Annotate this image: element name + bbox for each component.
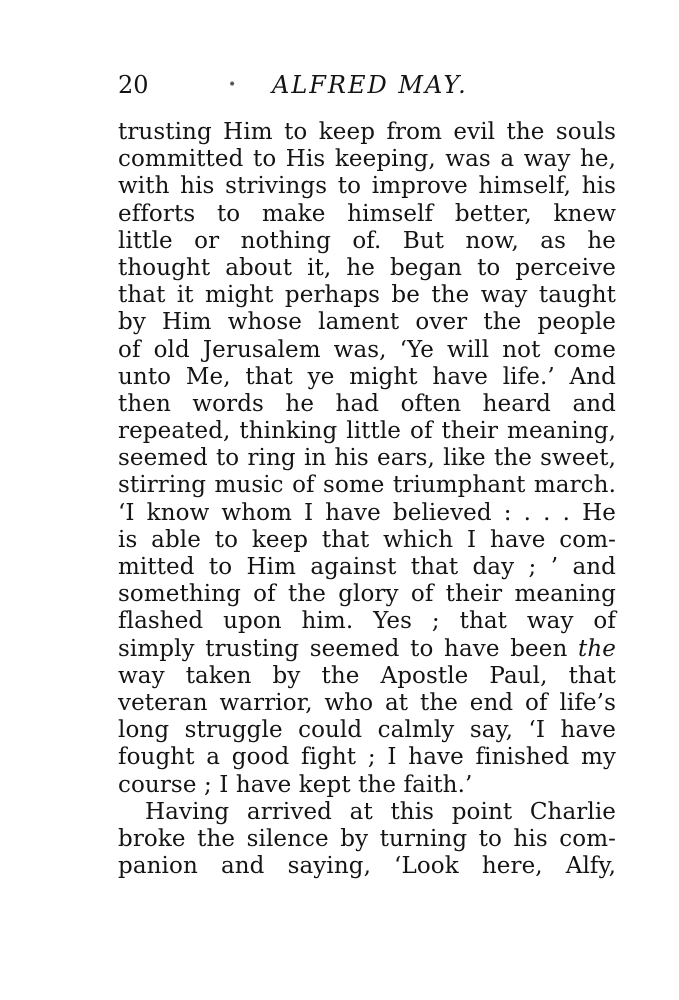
text-segment: simply trusting seemed to have been — [118, 635, 568, 662]
text-line: trusting Him to keep from evil the souls — [118, 119, 616, 145]
text-line: thought about it, he began to perceive — [118, 254, 616, 281]
text-line: Having arrived at this point Charlie — [145, 798, 616, 825]
text-line: is able to keep that which I have com- — [118, 526, 616, 553]
text-line: something of the glory of their meaning — [118, 581, 616, 608]
text-line: stirring music of some triumphant march. — [118, 472, 616, 499]
page-header — [118, 68, 618, 102]
text-line: way taken by the Apostle Paul, that — [118, 662, 616, 689]
text-line: panion and saying, ‘Look here, Alfy, — [118, 853, 616, 880]
text-line: committed to His keeping, was a way he, — [118, 146, 616, 173]
text-line: then words he had often heard and — [118, 390, 616, 417]
text-line: with his strivings to improve himself, his — [118, 173, 616, 200]
text-line: that it might perhaps be the way taught — [118, 282, 616, 309]
text-line: unto Me, that ye might have life.’ And — [118, 363, 616, 390]
text-line: efforts to make himself better, knew — [118, 200, 616, 227]
text-line: seemed to ring in his ears, like the sweet, — [118, 445, 616, 472]
text-line: of old Jerusalem was, ‘Ye will not come — [118, 336, 616, 363]
text-line: ‘I know whom I have believed : . . . He — [118, 499, 616, 526]
header-ornament: • — [228, 77, 237, 93]
text-line: broke the silence by turning to his com- — [118, 825, 616, 852]
text-line: repeated, thinking little of their meaning, — [118, 418, 616, 445]
text-line: mitted to Him against that day ; ’ and — [118, 554, 616, 580]
italic-emphasis: the — [578, 635, 616, 662]
body-text — [118, 119, 616, 880]
text-line: fought a good fight ; I have finished my — [118, 744, 616, 771]
text-line: flashed upon him. Yes ; that way of — [118, 608, 616, 635]
text-line: course ; I have kept the faith.’ — [118, 771, 473, 798]
page-number: 20 — [118, 71, 149, 99]
running-title: ALFRED MAY. — [272, 71, 468, 99]
text-line: veteran warrior, who at the end of life’s — [118, 689, 616, 716]
text-line: long struggle could calmly say, ‘I have — [118, 717, 616, 744]
text-line: little or nothing of. But now, as he — [118, 227, 616, 254]
text-line-with-italic — [118, 636, 616, 663]
text-line: by Him whose lament over the people — [118, 309, 616, 336]
